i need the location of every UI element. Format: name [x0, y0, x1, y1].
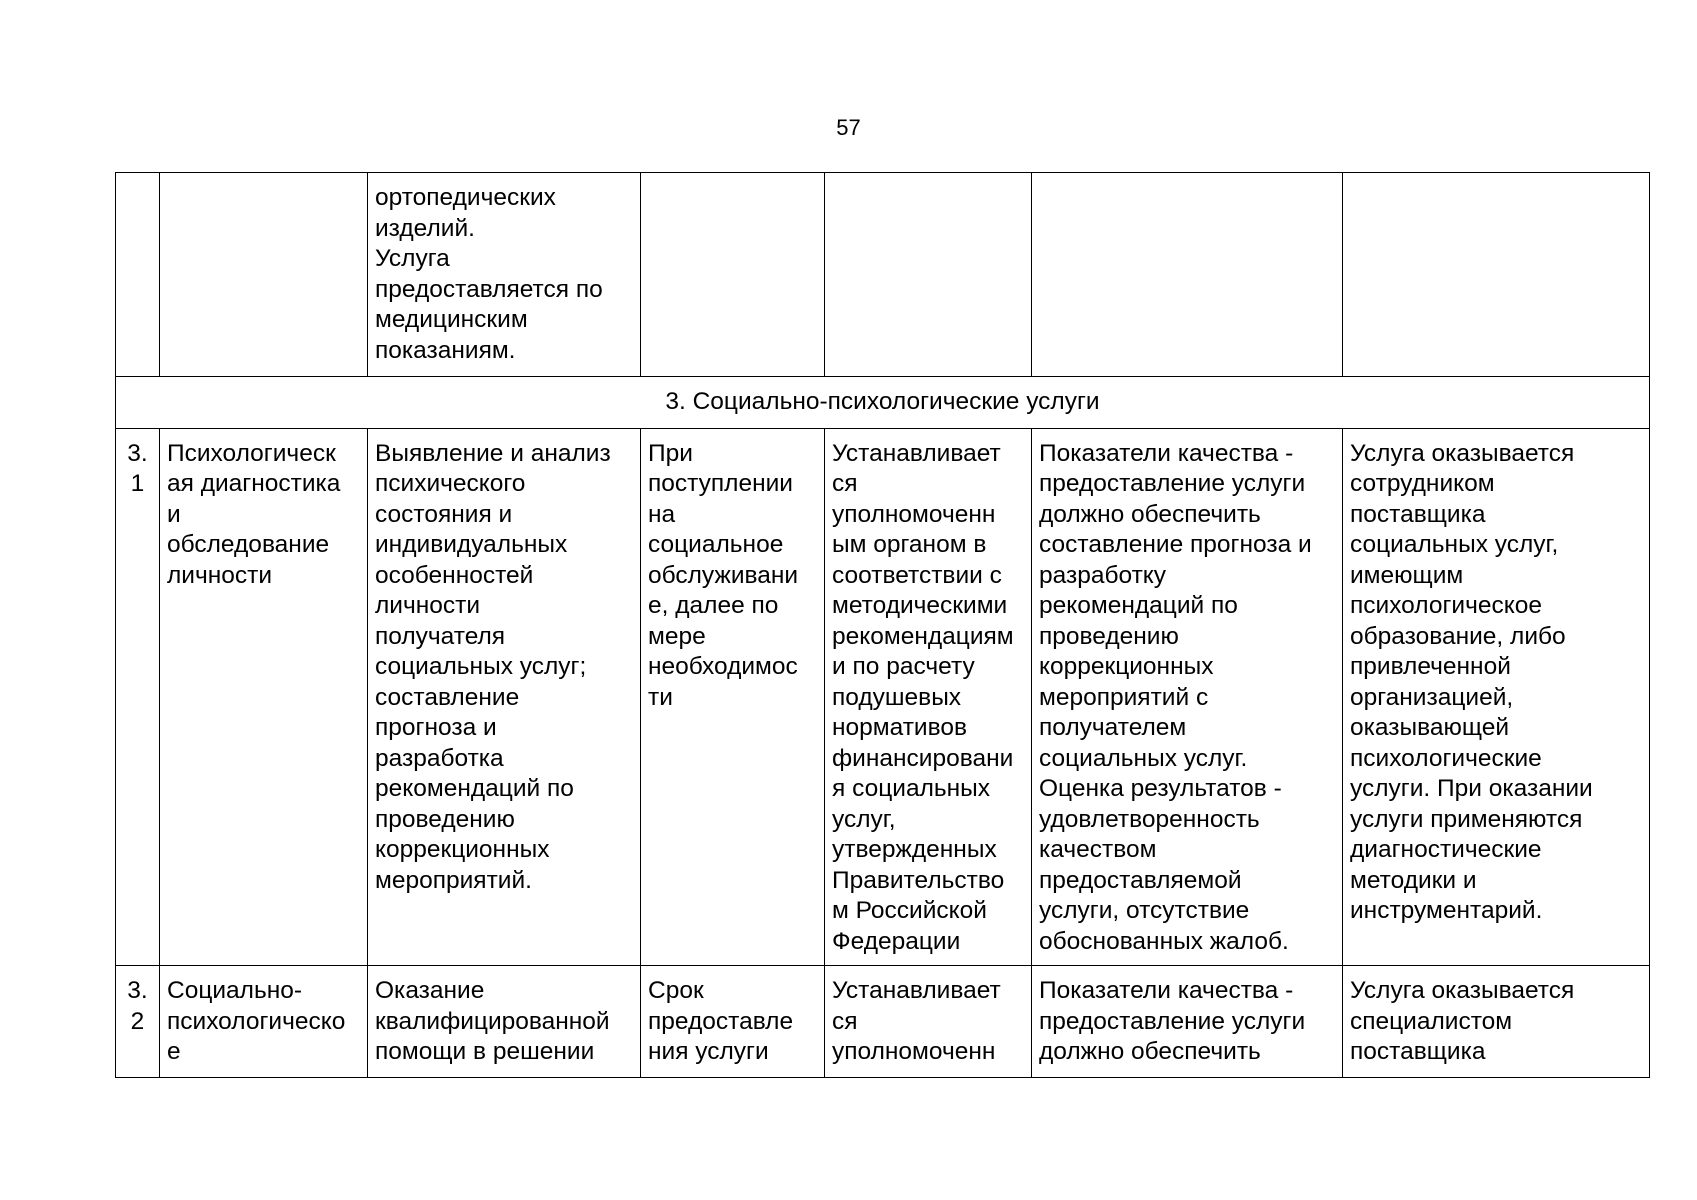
- services-table: [115, 172, 1650, 1078]
- section-header-row: [116, 377, 1650, 429]
- cell-term: При поступлении на социальное обслуживани е, далее по мере необходимос ти: [641, 428, 825, 966]
- cell-service-name: [160, 173, 368, 377]
- cell-service-description: ортопедических изделий. Услуга предоставляется по медицинским показаниям.: [368, 173, 641, 377]
- cell-term: Срок предоставле ния услуги: [641, 966, 825, 1078]
- cell-norm: [825, 173, 1032, 377]
- cell-quality: Показатели качества - предоставление услуги должно обеспечить: [1032, 966, 1343, 1078]
- cell-quality: [1032, 173, 1343, 377]
- table-row: [116, 966, 1650, 1078]
- cell-service-name: Социально- психологическо е: [160, 966, 368, 1078]
- cell-norm: Устанавливает ся уполномоченн ым органом в соответствии с методическими рекомендациям и по расчету подушевых нормативов финансировани я социальных услуг, утвержденных Правительство м Российской Федерации: [825, 428, 1032, 966]
- cell-number: 3. 1: [116, 428, 160, 966]
- cell-conditions: [1343, 173, 1650, 377]
- cell-service-description: Выявление и анализ психического состояния и индивидуальных особенностей личности получателя социальных услуг; составление прогноза и разработка рекомендаций по проведению коррекционных мероприятий.: [368, 428, 641, 966]
- cell-term: [641, 173, 825, 377]
- cell-quality: Показатели качества - предоставление услуги должно обеспечить составление прогноза и разработку рекомендаций по проведению коррекционных мероприятий с получателем социальных услуг. Оценка результатов - удовлетворенность качеством предоставляемой услуги, отсутствие обоснованных жалоб.: [1032, 428, 1343, 966]
- cell-number: [116, 173, 160, 377]
- page-number: 57: [836, 115, 861, 140]
- table-row: [116, 428, 1650, 966]
- cell-conditions: Услуга оказывается специалистом поставщика: [1343, 966, 1650, 1078]
- section-title: 3. Социально-психологические услуги: [116, 377, 1650, 429]
- cell-norm: Устанавливает ся уполномоченн: [825, 966, 1032, 1078]
- cell-service-name: Психологическ ая диагностика и обследование личности: [160, 428, 368, 966]
- cell-conditions: Услуга оказывается сотрудником поставщика социальных услуг, имеющим психологическое образование, либо привлеченной организацией, оказывающей психологические услуги. При оказании услуги применяются диагностические методики и инструментарий.: [1343, 428, 1650, 966]
- table-row: [116, 173, 1650, 377]
- cell-number: 3. 2: [116, 966, 160, 1078]
- cell-service-description: Оказание квалифицированной помощи в решении: [368, 966, 641, 1078]
